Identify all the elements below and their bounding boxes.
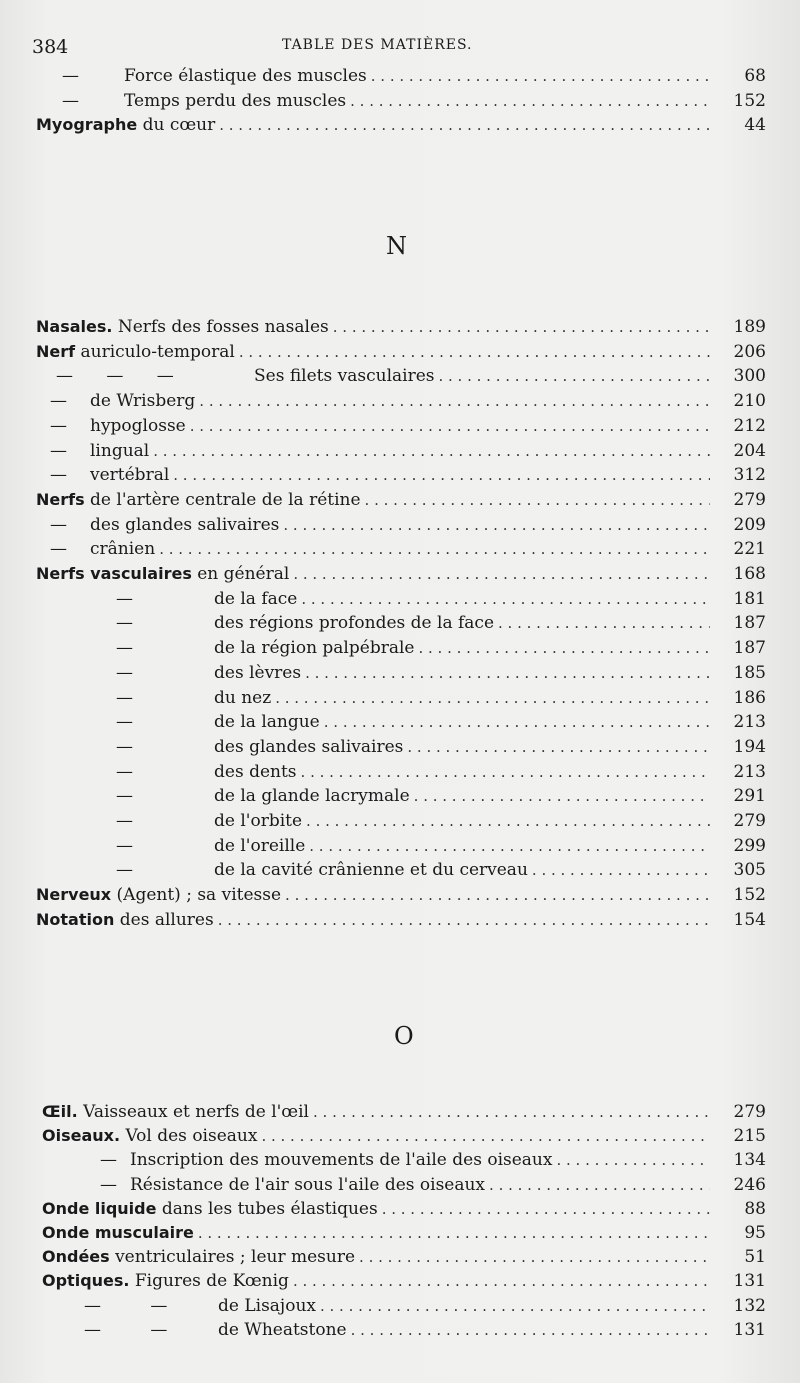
entry-page-number: 152 (733, 90, 766, 111)
leader-dots (309, 834, 710, 858)
ditto-dash: — (116, 786, 133, 807)
index-entry (116, 760, 766, 784)
leader-dots (301, 760, 710, 784)
entry-label (90, 439, 153, 463)
entry-label (214, 686, 275, 710)
index-entry (36, 340, 766, 364)
entry-page-number: 189 (733, 317, 766, 337)
index-entry (116, 587, 766, 611)
entry-text: de la face (214, 588, 298, 609)
ditto-dash: — (62, 66, 79, 86)
ditto-dash: — (116, 638, 133, 659)
entry-text: ventriculaires ; leur mesure (109, 1247, 356, 1268)
entry-label (218, 1318, 351, 1342)
index-entry (42, 1221, 766, 1245)
leader-dots (324, 710, 710, 734)
entry-page-number: 131 (733, 1319, 766, 1340)
entry-text: de la langue (214, 712, 320, 733)
entry-label (42, 1197, 382, 1221)
entry-text: des régions profondes de la face (214, 613, 495, 634)
index-entry (50, 537, 766, 561)
ditto-dash: — (116, 811, 133, 831)
entry-keyword: Œil. (42, 1102, 78, 1121)
entry-label (36, 113, 219, 137)
entry-text: de l'artère centrale de la rétine (84, 489, 361, 510)
ditto-dash: — (116, 712, 133, 733)
index-entry (62, 89, 766, 113)
entry-page-number: 154 (733, 909, 766, 930)
page-number: 384 (32, 36, 69, 58)
entry-text: Figures de Kœnig (129, 1271, 289, 1292)
entry-page-number: 181 (733, 588, 766, 609)
entry-text: vertébral (90, 465, 170, 486)
ditto-dash: — — — (56, 366, 174, 387)
index-entry (36, 908, 766, 932)
leader-dots (293, 1269, 710, 1293)
leader-dots (333, 315, 710, 339)
entry-page-number: 44 (744, 115, 766, 135)
leader-dots (313, 1100, 710, 1124)
entry-label (36, 488, 365, 512)
entry-label (214, 834, 309, 858)
entry-text: des glandes salivaires (214, 736, 404, 757)
leader-dots (173, 463, 710, 487)
entry-label (42, 1124, 261, 1148)
ditto-dash: — (116, 835, 133, 856)
entry-page-number: 300 (733, 366, 766, 387)
index-entry (100, 1173, 766, 1197)
index-entry (62, 64, 766, 88)
entry-keyword: Ondées (42, 1247, 110, 1267)
index-entry (100, 1148, 766, 1172)
entry-text: hypoglosse (90, 415, 186, 436)
entry-text: Vol des oiseaux (120, 1126, 258, 1147)
ditto-dash: — (62, 90, 79, 111)
index-entry (116, 809, 766, 833)
ditto-dash: — (116, 687, 133, 708)
entry-label (90, 537, 159, 561)
ditto-dash: — (50, 465, 67, 486)
entry-page-number: 206 (733, 341, 766, 362)
entry-page-number: 95 (744, 1223, 766, 1243)
entry-keyword: Nasales. (36, 317, 113, 336)
entry-label (42, 1269, 293, 1293)
leader-dots (218, 908, 710, 932)
entry-label (124, 89, 350, 113)
entry-keyword: Nerfs (36, 489, 85, 509)
leader-dots (532, 858, 710, 882)
index-entry (84, 1318, 766, 1342)
entry-text: lingual (90, 440, 150, 461)
entry-label (214, 710, 324, 734)
leader-dots (301, 587, 710, 611)
entry-label (254, 364, 438, 388)
entry-page-number: 187 (733, 638, 766, 659)
ditto-dash: — (100, 1174, 117, 1195)
entry-label (42, 1100, 313, 1124)
entry-label (214, 636, 418, 660)
leader-dots (305, 661, 710, 685)
entry-page-number: 221 (733, 539, 766, 560)
leader-dots (489, 1173, 710, 1197)
entry-page-number: 279 (733, 1102, 766, 1122)
leader-dots (407, 735, 710, 759)
entry-text: crânien (90, 539, 156, 560)
entry-page-number: 305 (733, 860, 766, 881)
leader-dots (350, 89, 710, 113)
entry-label (36, 883, 285, 907)
leader-dots (285, 883, 710, 907)
entry-label (130, 1173, 489, 1197)
ditto-dash: — (116, 761, 133, 782)
entry-text: de Lisajoux (218, 1295, 316, 1316)
index-entry (42, 1197, 766, 1221)
entry-text: de la région palpébrale (214, 638, 415, 659)
entry-page-number: 131 (733, 1271, 766, 1292)
index-entry (42, 1269, 766, 1293)
entry-text: auriculo-temporal (75, 341, 235, 362)
entry-text: Nerfs des fosses nasales (112, 317, 329, 337)
ditto-dash: — (50, 539, 67, 560)
entry-text: des lèvres (214, 662, 302, 683)
leader-dots (414, 784, 710, 808)
entry-page-number: 187 (733, 613, 766, 634)
index-entry (50, 414, 766, 438)
index-entry (42, 1245, 766, 1269)
ditto-dash: — (50, 415, 67, 436)
entry-page-number: 291 (733, 786, 766, 807)
entry-keyword: Notation (36, 909, 115, 929)
index-entry (42, 1124, 766, 1148)
entry-text: de Wheatstone (218, 1319, 347, 1340)
entry-page-number: 279 (733, 811, 766, 831)
entry-page-number: 168 (733, 564, 766, 584)
index-entry (36, 883, 766, 907)
entry-page-number: 185 (733, 662, 766, 683)
index-entry (50, 513, 766, 537)
index-entry (116, 710, 766, 734)
index-entry (116, 611, 766, 635)
entry-text: (Agent) ; sa vitesse (111, 885, 282, 906)
entry-keyword: Nerveux (36, 885, 112, 905)
entry-text: de la cavité crânienne et du cerveau (214, 860, 528, 881)
leader-dots (438, 364, 710, 388)
leader-dots (371, 64, 710, 88)
entry-text: de la glande lacrymale (214, 786, 410, 807)
page-title: TABLE DES MATIÈRES. (282, 37, 473, 53)
entry-label (214, 735, 407, 759)
entry-keyword: Onde musculaire (42, 1223, 194, 1242)
entry-page-number: 194 (733, 736, 766, 757)
entry-label (214, 760, 301, 784)
leader-dots (159, 537, 710, 561)
index-entry (116, 858, 766, 882)
entry-label (36, 340, 239, 364)
entry-label (130, 1148, 556, 1172)
entry-page-number: 186 (733, 687, 766, 708)
index-entry (50, 389, 766, 413)
ditto-dash: — (100, 1150, 117, 1171)
entry-page-number: 152 (733, 885, 766, 906)
entry-label (214, 784, 414, 808)
entry-text: du nez (214, 687, 272, 708)
entry-label (42, 1221, 198, 1245)
ditto-dash: — (116, 588, 133, 609)
entry-label (214, 809, 306, 833)
ditto-dash: — (50, 440, 67, 461)
ditto-dash: — (116, 613, 133, 634)
index-entry (84, 1294, 766, 1318)
leader-dots (153, 439, 710, 463)
ditto-dash: — (116, 860, 133, 881)
index-entry (56, 364, 766, 388)
entry-label (36, 908, 218, 932)
ditto-dash: — (116, 736, 133, 757)
entry-label (214, 858, 532, 882)
leader-dots (219, 113, 710, 137)
leader-dots (498, 611, 710, 635)
leader-dots (306, 809, 710, 833)
entry-page-number: 312 (733, 465, 766, 486)
ditto-dash: — (116, 662, 133, 683)
entry-text: Temps perdu des muscles (124, 90, 347, 111)
entry-keyword: Nerfs vasculaires (36, 564, 192, 583)
entry-label (90, 389, 199, 413)
entry-text: dans les tubes élastiques (156, 1198, 378, 1219)
entry-page-number: 279 (733, 489, 766, 510)
index-entry (36, 113, 766, 137)
ditto-dash: — — (84, 1319, 168, 1340)
entry-label (90, 414, 190, 438)
entry-page-number: 132 (733, 1295, 766, 1316)
section-letter-n: N (386, 232, 407, 260)
entry-text: Force élastique des muscles (124, 66, 367, 86)
leader-dots (351, 1318, 710, 1342)
index-entry (116, 686, 766, 710)
ditto-dash: — (50, 391, 67, 412)
index-entry (116, 661, 766, 685)
index-entry (42, 1100, 766, 1124)
section-letter-o: O (394, 1022, 414, 1050)
entry-page-number: 88 (744, 1198, 766, 1219)
leader-dots (320, 1294, 710, 1318)
entry-page-number: 213 (733, 712, 766, 733)
ditto-dash: — (50, 514, 67, 535)
entry-text: Résistance de l'air sous l'aile des oiseaux (130, 1174, 486, 1195)
leader-dots (556, 1148, 710, 1172)
entry-text: du cœur (137, 115, 216, 135)
leader-dots (239, 340, 710, 364)
index-entry (36, 488, 766, 512)
leader-dots (198, 1221, 710, 1245)
entry-text: Ses filets vasculaires (254, 366, 435, 387)
entry-text: des glandes salivaires (90, 514, 280, 535)
entry-text: de l'orbite (214, 811, 303, 831)
entry-text: en général (191, 564, 290, 584)
entry-page-number: 209 (733, 514, 766, 535)
leader-dots (382, 1197, 710, 1221)
entry-page-number: 215 (733, 1126, 766, 1147)
entry-page-number: 213 (733, 761, 766, 782)
entry-page-number: 68 (744, 66, 766, 86)
entry-label (36, 562, 293, 586)
entry-text: des allures (114, 909, 214, 930)
entry-text: des dents (214, 761, 297, 782)
index-entry (50, 463, 766, 487)
entry-keyword: Oiseaux. (42, 1126, 121, 1146)
leader-dots (293, 562, 710, 586)
entry-keyword: Myographe (36, 115, 138, 134)
index-entry (116, 784, 766, 808)
leader-dots (199, 389, 710, 413)
entry-text: de l'oreille (214, 835, 306, 856)
index-entry (36, 315, 766, 339)
entry-page-number: 246 (733, 1174, 766, 1195)
entry-text: de Wrisberg (90, 391, 196, 412)
leader-dots (359, 1245, 710, 1269)
entry-page-number: 134 (733, 1150, 766, 1171)
entry-keyword: Optiques. (42, 1271, 130, 1291)
entry-label (214, 661, 305, 685)
entry-page-number: 299 (733, 835, 766, 856)
entry-label (90, 463, 173, 487)
entry-keyword: Onde liquide (42, 1198, 157, 1218)
leader-dots (261, 1124, 710, 1148)
entry-label (214, 611, 498, 635)
entry-label (214, 587, 301, 611)
index-entry (116, 735, 766, 759)
index-entry (50, 439, 766, 463)
entry-page-number: 204 (733, 440, 766, 461)
leader-dots (283, 513, 710, 537)
entry-page-number: 212 (733, 415, 766, 436)
index-entry (36, 562, 766, 586)
entry-label (218, 1294, 320, 1318)
leader-dots (418, 636, 710, 660)
entry-page-number: 51 (744, 1247, 766, 1268)
entry-text: Vaisseaux et nerfs de l'œil (77, 1102, 309, 1122)
entry-label (36, 315, 333, 339)
leader-dots (190, 414, 710, 438)
index-entry (116, 834, 766, 858)
entry-label (124, 64, 371, 88)
leader-dots (275, 686, 710, 710)
entry-text: Inscription des mouvements de l'aile des oiseaux (130, 1150, 553, 1171)
entry-label (42, 1245, 359, 1269)
entry-label (90, 513, 283, 537)
ditto-dash: — — (84, 1295, 168, 1316)
index-entry (116, 636, 766, 660)
entry-page-number: 210 (733, 391, 766, 412)
leader-dots (365, 488, 710, 512)
entry-keyword: Nerf (36, 341, 76, 361)
